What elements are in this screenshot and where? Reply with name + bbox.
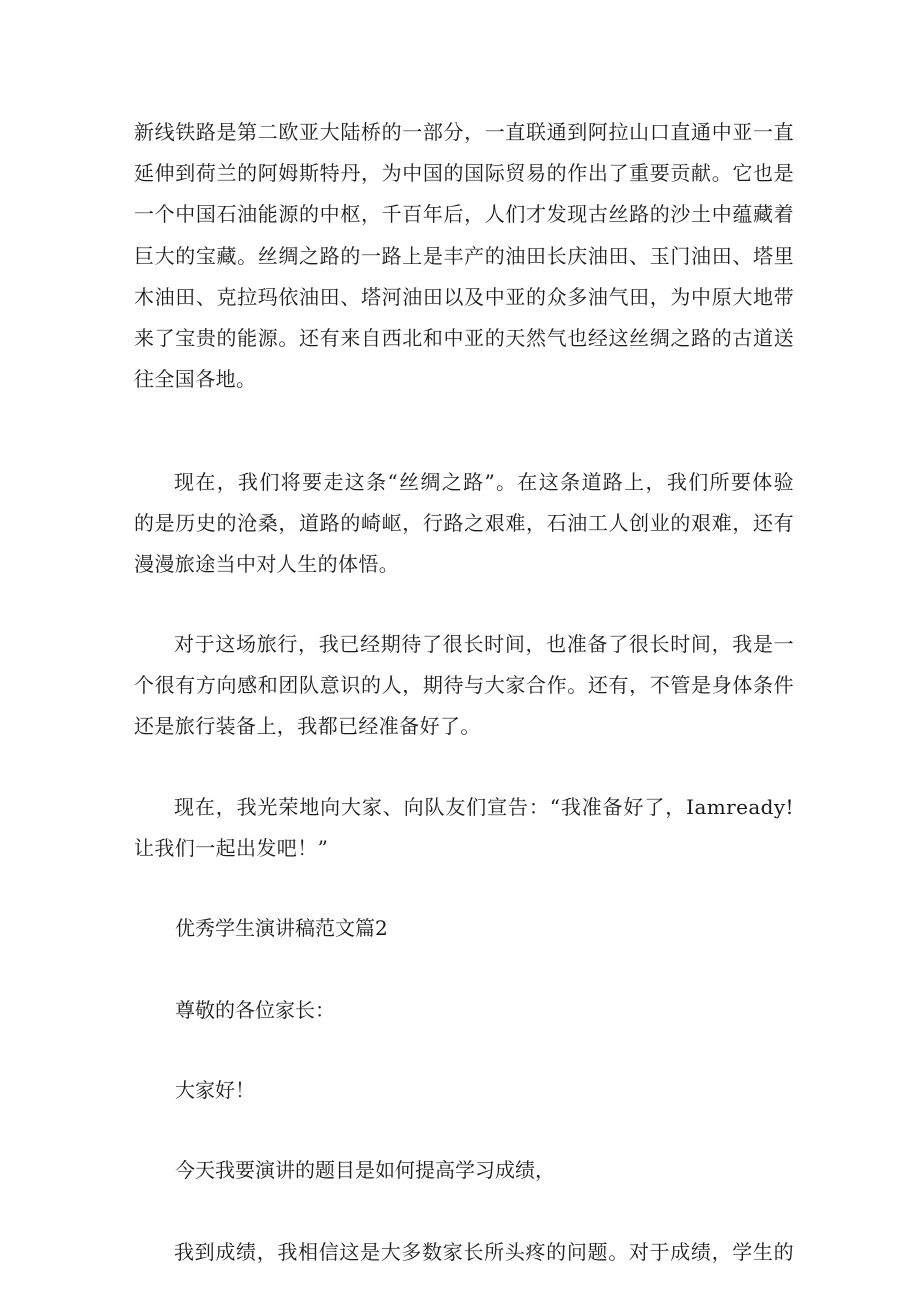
greeting: 大家好！: [175, 1078, 255, 1102]
paragraph-line: 我到成绩，我相信这是大多数家长所头疼的问题。对于成绩，学生的: [174, 1240, 794, 1264]
paragraph-5: [134, 1232, 794, 1273]
paragraph-line: 延伸到荷兰的阿姆斯特丹，为中国的国际贸易的作出了重要贡献。它也是: [134, 161, 794, 186]
paragraph-line: 的是历史的沧桑，道路的崎岖，行路之艰难，石油工人创业的艰难，还有: [134, 511, 794, 536]
section-heading: 优秀学生演讲稿范文篇2: [175, 916, 388, 940]
speech-topic: 今天我要演讲的题目是如何提高学习成绩，: [175, 1158, 555, 1182]
paragraph-1: [134, 112, 794, 400]
paragraph-line: 一个中国石油能源的中枢，千百年后，人们才发现古丝路的沙土中蕴藏着: [134, 202, 794, 227]
salutation: 尊敬的各位家长：: [175, 998, 335, 1022]
paragraph-line: 现在，我们将要走这条“丝绸之路”。在这条道路上，我们所要体验: [174, 470, 794, 494]
paragraph-line: 还是旅行装备上，我都已经准备好了。: [134, 714, 481, 739]
paragraph-line: 个很有方向感和团队意识的人，期待与大家合作。还有，不管是身体条件: [134, 673, 794, 698]
paragraph-line: 来了宝贵的能源。还有来自西北和中亚的天然气也经这丝绸之路的古道送: [134, 326, 794, 351]
paragraph-3: [134, 624, 794, 748]
paragraph-line: 让我们一起出发吧！”: [134, 836, 329, 861]
paragraph-2: [134, 462, 794, 586]
paragraph-line: 往全国各地。: [134, 367, 257, 392]
paragraph-line: 对于这场旅行，我已经期待了很长时间，也准备了很长时间，我是一: [174, 632, 794, 656]
paragraph-line: 新线铁路是第二欧亚大陆桥的一部分，一直联通到阿拉山口直通中亚一直: [134, 120, 794, 144]
paragraph-line: 木油田、克拉玛依油田、塔河油田以及中亚的众多油气田，为中原大地带: [134, 284, 794, 309]
paragraph-line: 漫漫旅途当中对人生的体悟。: [134, 552, 400, 577]
paragraph-4: [134, 787, 794, 869]
paragraph-line: 现在，我光荣地向大家、向队友们宣告：“我准备好了，Iamready!: [174, 795, 794, 819]
paragraph-line: 巨大的宝藏。丝绸之路的一路上是丰产的油田长庆油田、玉门油田、塔里: [134, 243, 794, 268]
